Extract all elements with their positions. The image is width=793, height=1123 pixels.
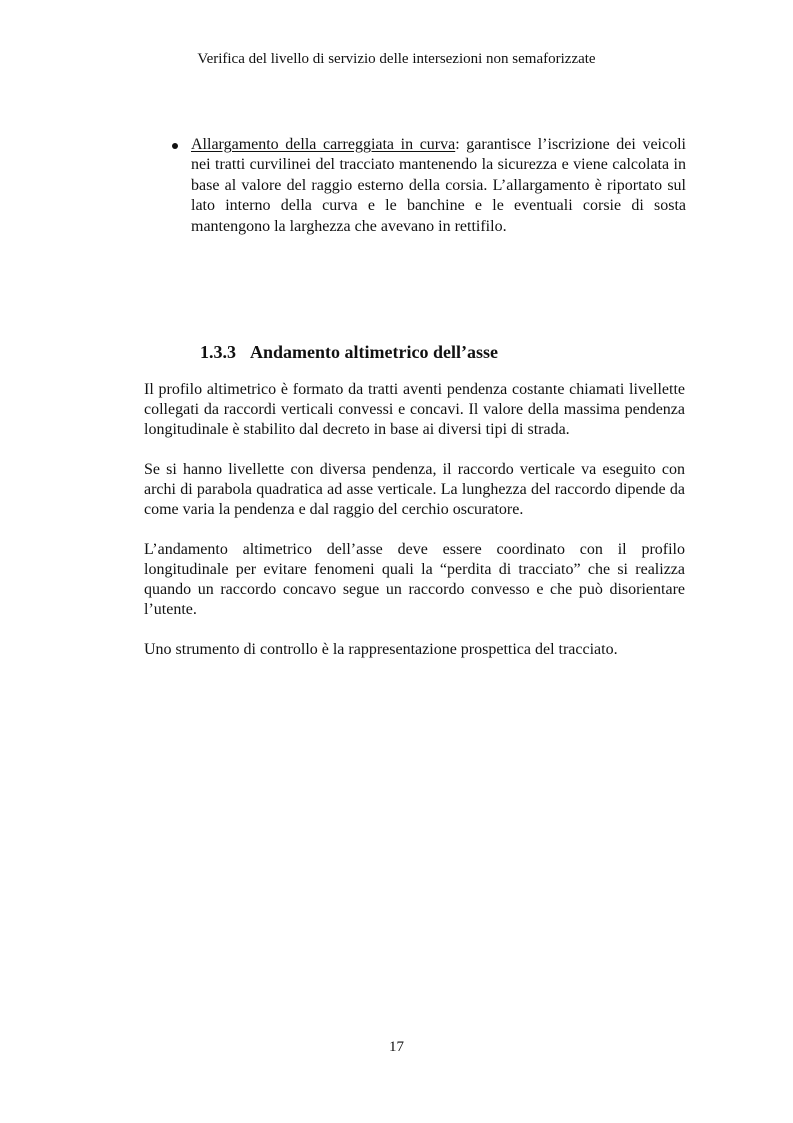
bullet-list (168, 135, 686, 237)
bullet-text: : garantisce l’iscrizione dei veicoli nei tratti curvilinei del tracciato mantenendo la sicurezza e viene calcolata in base al valore del raggio esterno della corsia. L’allargamento è riportato sul lato interno della curva e le banchine e le eventuali corsie di sosta mantengono la larghezza che avevano in rettifilo. (191, 136, 686, 235)
bullet-icon (172, 143, 178, 149)
list-item (168, 135, 686, 237)
body-text (144, 380, 685, 680)
section-heading (200, 340, 498, 364)
section-number: 1.3.3 (200, 342, 236, 362)
bullet-term: Allargamento della carreggiata in curva (191, 136, 456, 153)
running-header: Verifica del livello di servizio delle intersezioni non semaforizzate (197, 51, 596, 67)
page-number: 17 (389, 1039, 404, 1055)
paragraph-control-tool: Uno strumento di controllo è la rappresentazione prospettica del tracciato. (144, 641, 618, 658)
section-title: Andamento altimetrico dell’asse (250, 342, 498, 362)
paragraph-coordination: L’andamento altimetrico dell’asse deve essere coordinato con il profilo longitudinale per evitare fenomeni quali la “perdita di tracciato” che si realizza quando un raccordo concavo segue un raccordo convesso e che può disorientare l’utente. (144, 541, 685, 618)
paragraph-profile: Il profilo altimetrico è formato da tratti aventi pendenza costante chiamati livellette collegati da raccordi verticali convessi e concavi. Il valore della massima pendenza longitudinale è stabilito dal decreto in base ai diversi tipi di strada. (144, 381, 685, 438)
paragraph-vertical-curve: Se si hanno livellette con diversa pendenza, il raccordo verticale va eseguito con archi di parabola quadratica ad asse verticale. La lunghezza del raccordo dipende da come varia la pendenza e dal raggio del cerchio oscuratore. (144, 461, 685, 518)
